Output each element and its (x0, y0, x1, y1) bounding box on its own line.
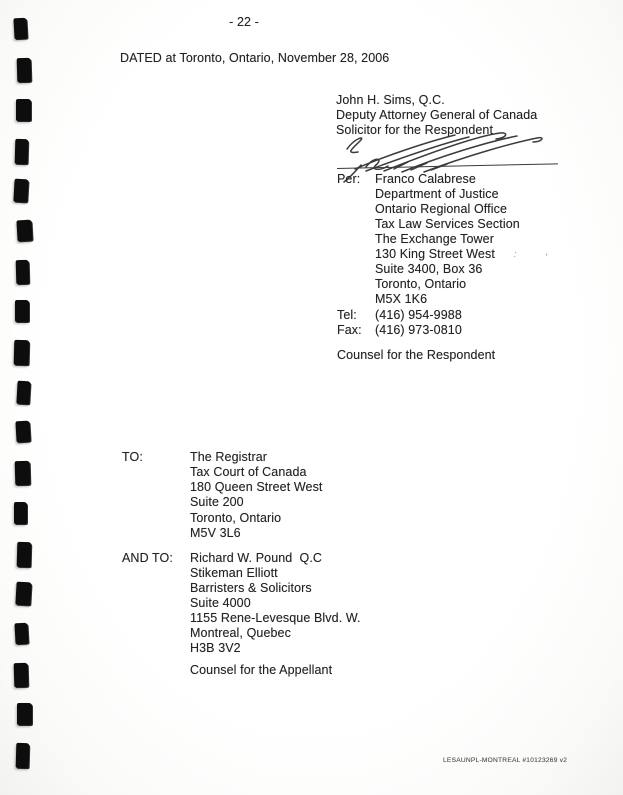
to-label: TO: (122, 450, 143, 464)
binding-hole-mark (15, 421, 30, 443)
binding-hole-mark (16, 380, 30, 404)
binding-hole-mark (16, 743, 30, 768)
and-to-line: Richard W. Pound Q.C (190, 551, 323, 565)
binding-hole-mark (14, 622, 28, 644)
binding-hole-mark (15, 461, 31, 485)
binding-hole-mark (17, 542, 32, 567)
binding-hole-mark (13, 179, 28, 203)
counsel-appellant-line: Counsel for the Appellant (190, 663, 333, 677)
binding-hole-mark (14, 502, 27, 524)
respondent-address-line: Suite 3400, Box 36 (375, 262, 483, 276)
binding-hole-mark (14, 340, 30, 365)
and-to-line: Stikeman Elliott (190, 566, 278, 580)
and-to-line: Montreal, Quebec (190, 626, 291, 640)
binding-hole-mark (15, 300, 29, 322)
counsel-respondent-line: Counsel for the Respondent (337, 348, 496, 362)
and-to-line: Suite 4000 (190, 596, 251, 610)
to-line: M5V 3L6 (190, 526, 241, 540)
tel-value: (416) 954-9988 (375, 308, 462, 322)
respondent-address-line: The Exchange Tower (375, 232, 494, 246)
signatory-title: Deputy Attorney General of Canada (336, 108, 538, 122)
respondent-address-line: M5X 1K6 (375, 292, 428, 306)
binding-hole-mark (15, 139, 29, 164)
and-to-line: H3B 3V2 (190, 641, 241, 655)
fax-label: Fax: (337, 323, 362, 337)
and-to-line: 1155 Rene-Levesque Blvd. W. (190, 611, 361, 625)
binding-hole-mark (17, 58, 32, 82)
to-line: Suite 200 (190, 495, 244, 509)
to-line: Toronto, Ontario (190, 511, 282, 525)
respondent-address-line: Ontario Regional Office (375, 202, 507, 216)
scan-speck: ' (543, 251, 549, 263)
binding-hole-mark (13, 18, 27, 40)
fax-value: (416) 973-0810 (375, 323, 462, 337)
scan-speck: : (512, 248, 518, 260)
binding-strip (0, 0, 46, 795)
to-line: Tax Court of Canada (190, 465, 307, 479)
binding-hole-mark (14, 663, 29, 687)
dated-line: DATED at Toronto, Ontario, November 28, 2006 (120, 51, 390, 65)
to-line: 180 Queen Street West (190, 480, 323, 494)
binding-hole-mark (16, 99, 31, 121)
binding-hole-mark (16, 219, 32, 241)
per-name: Franco Calabrese (375, 172, 476, 186)
binding-hole-mark (15, 582, 31, 606)
signatory-name: John H. Sims, Q.C. (336, 93, 445, 107)
page-number: - 22 - (229, 15, 259, 29)
tel-label: Tel: (337, 308, 357, 322)
respondent-address-line: Toronto, Ontario (375, 277, 467, 291)
per-label: Per: (337, 172, 361, 186)
respondent-address-line: 130 King Street West (375, 247, 495, 261)
binding-hole-mark (16, 260, 30, 284)
and-to-label: AND TO: (122, 551, 173, 565)
document-reference-footer: LESAUNPL-MONTREAL #10123269 v2 (443, 757, 568, 764)
binding-hole-mark (17, 703, 32, 725)
to-line: The Registrar (190, 450, 268, 464)
and-to-line: Barristers & Solicitors (190, 581, 312, 595)
respondent-address-line: Tax Law Services Section (375, 217, 520, 231)
respondent-address-line: Department of Justice (375, 187, 499, 201)
signatory-role: Solicitor for the Respondent (336, 123, 494, 137)
